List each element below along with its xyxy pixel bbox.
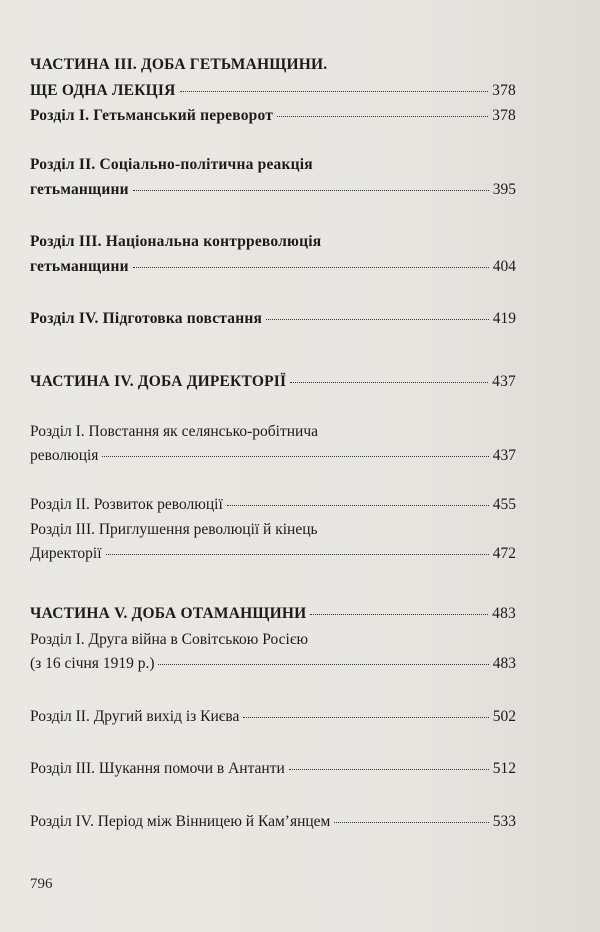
dot-leader — [133, 267, 489, 268]
page-number: 419 — [492, 310, 516, 327]
dot-leader — [102, 456, 488, 457]
toc-entry-title: Розділ I. Друга війна в Совітською Росією — [30, 631, 309, 648]
toc-entry[interactable]: (з 16 січня 1919 р.) 483 — [30, 655, 516, 672]
page-folio-number: 796 — [30, 876, 53, 892]
toc-entry[interactable]: ЧАСТИНА V. ДОБА ОТАМАНЩИНИ 483 — [30, 605, 516, 622]
dot-leader — [158, 664, 488, 665]
toc-entry[interactable]: Розділ IV. Період між Вінницею й Кам’янцем 533 — [30, 813, 516, 830]
page-number: 395 — [492, 181, 516, 198]
toc-entry[interactable]: Розділ III. Шукання помочи в Антанти 512 — [30, 760, 516, 777]
page-number: 472 — [492, 545, 516, 562]
page-number: 533 — [492, 813, 516, 830]
dot-leader — [180, 91, 489, 92]
toc-entry[interactable]: революція 437 — [30, 447, 516, 464]
page-number: 404 — [492, 258, 516, 275]
dot-leader — [277, 116, 488, 117]
page-number: 437 — [492, 447, 516, 464]
toc-entry[interactable]: Директорії 472 — [30, 545, 516, 562]
page-number: 483 — [492, 655, 516, 672]
page-number: 455 — [492, 496, 516, 513]
toc-entry-title: Розділ III. Приглушення революції й кінець — [30, 521, 318, 538]
dot-leader — [106, 554, 489, 555]
toc-entry[interactable]: Розділ II. Другий вихід із Києва 502 — [30, 708, 516, 725]
page-number: 378 — [492, 82, 516, 99]
toc-entry[interactable]: Розділ II. Розвиток революції 455 — [30, 496, 516, 513]
dot-leader — [289, 769, 489, 770]
toc-entry[interactable]: гетьманщини 395 — [30, 181, 516, 198]
dot-leader — [290, 382, 488, 383]
dot-leader — [133, 190, 489, 191]
toc-entry-title: Розділ I. Повстання як селянсько-робітнича — [30, 423, 319, 440]
dot-leader — [310, 614, 488, 615]
dot-leader — [266, 319, 489, 320]
page-number: 483 — [492, 605, 516, 622]
dot-leader — [243, 717, 488, 718]
toc-entry[interactable]: ЩЕ ОДНА ЛЕКЦІЯ 378 — [30, 82, 516, 99]
page-number: 512 — [492, 760, 516, 777]
toc-part-heading: ЧАСТИНА III. ДОБА ГЕТЬМАНЩИНИ. — [30, 56, 328, 73]
toc-entry[interactable]: Розділ I. Гетьманський переворот 378 — [30, 107, 516, 124]
toc-entry[interactable]: Розділ IV. Підготовка повстання 419 — [30, 310, 516, 327]
page-number: 502 — [492, 708, 516, 725]
toc-entry[interactable]: гетьманщини 404 — [30, 258, 516, 275]
dot-leader — [334, 822, 488, 823]
page-number: 378 — [492, 107, 516, 124]
dot-leader — [227, 505, 489, 506]
toc-entry-title: Розділ III. Національна контрреволюція — [30, 233, 322, 250]
toc-entry-title: Розділ II. Соціально-політична реакція — [30, 156, 313, 173]
page-number: 437 — [492, 373, 516, 390]
toc-entry[interactable]: ЧАСТИНА IV. ДОБА ДИРЕКТОРІЇ 437 — [30, 373, 516, 390]
